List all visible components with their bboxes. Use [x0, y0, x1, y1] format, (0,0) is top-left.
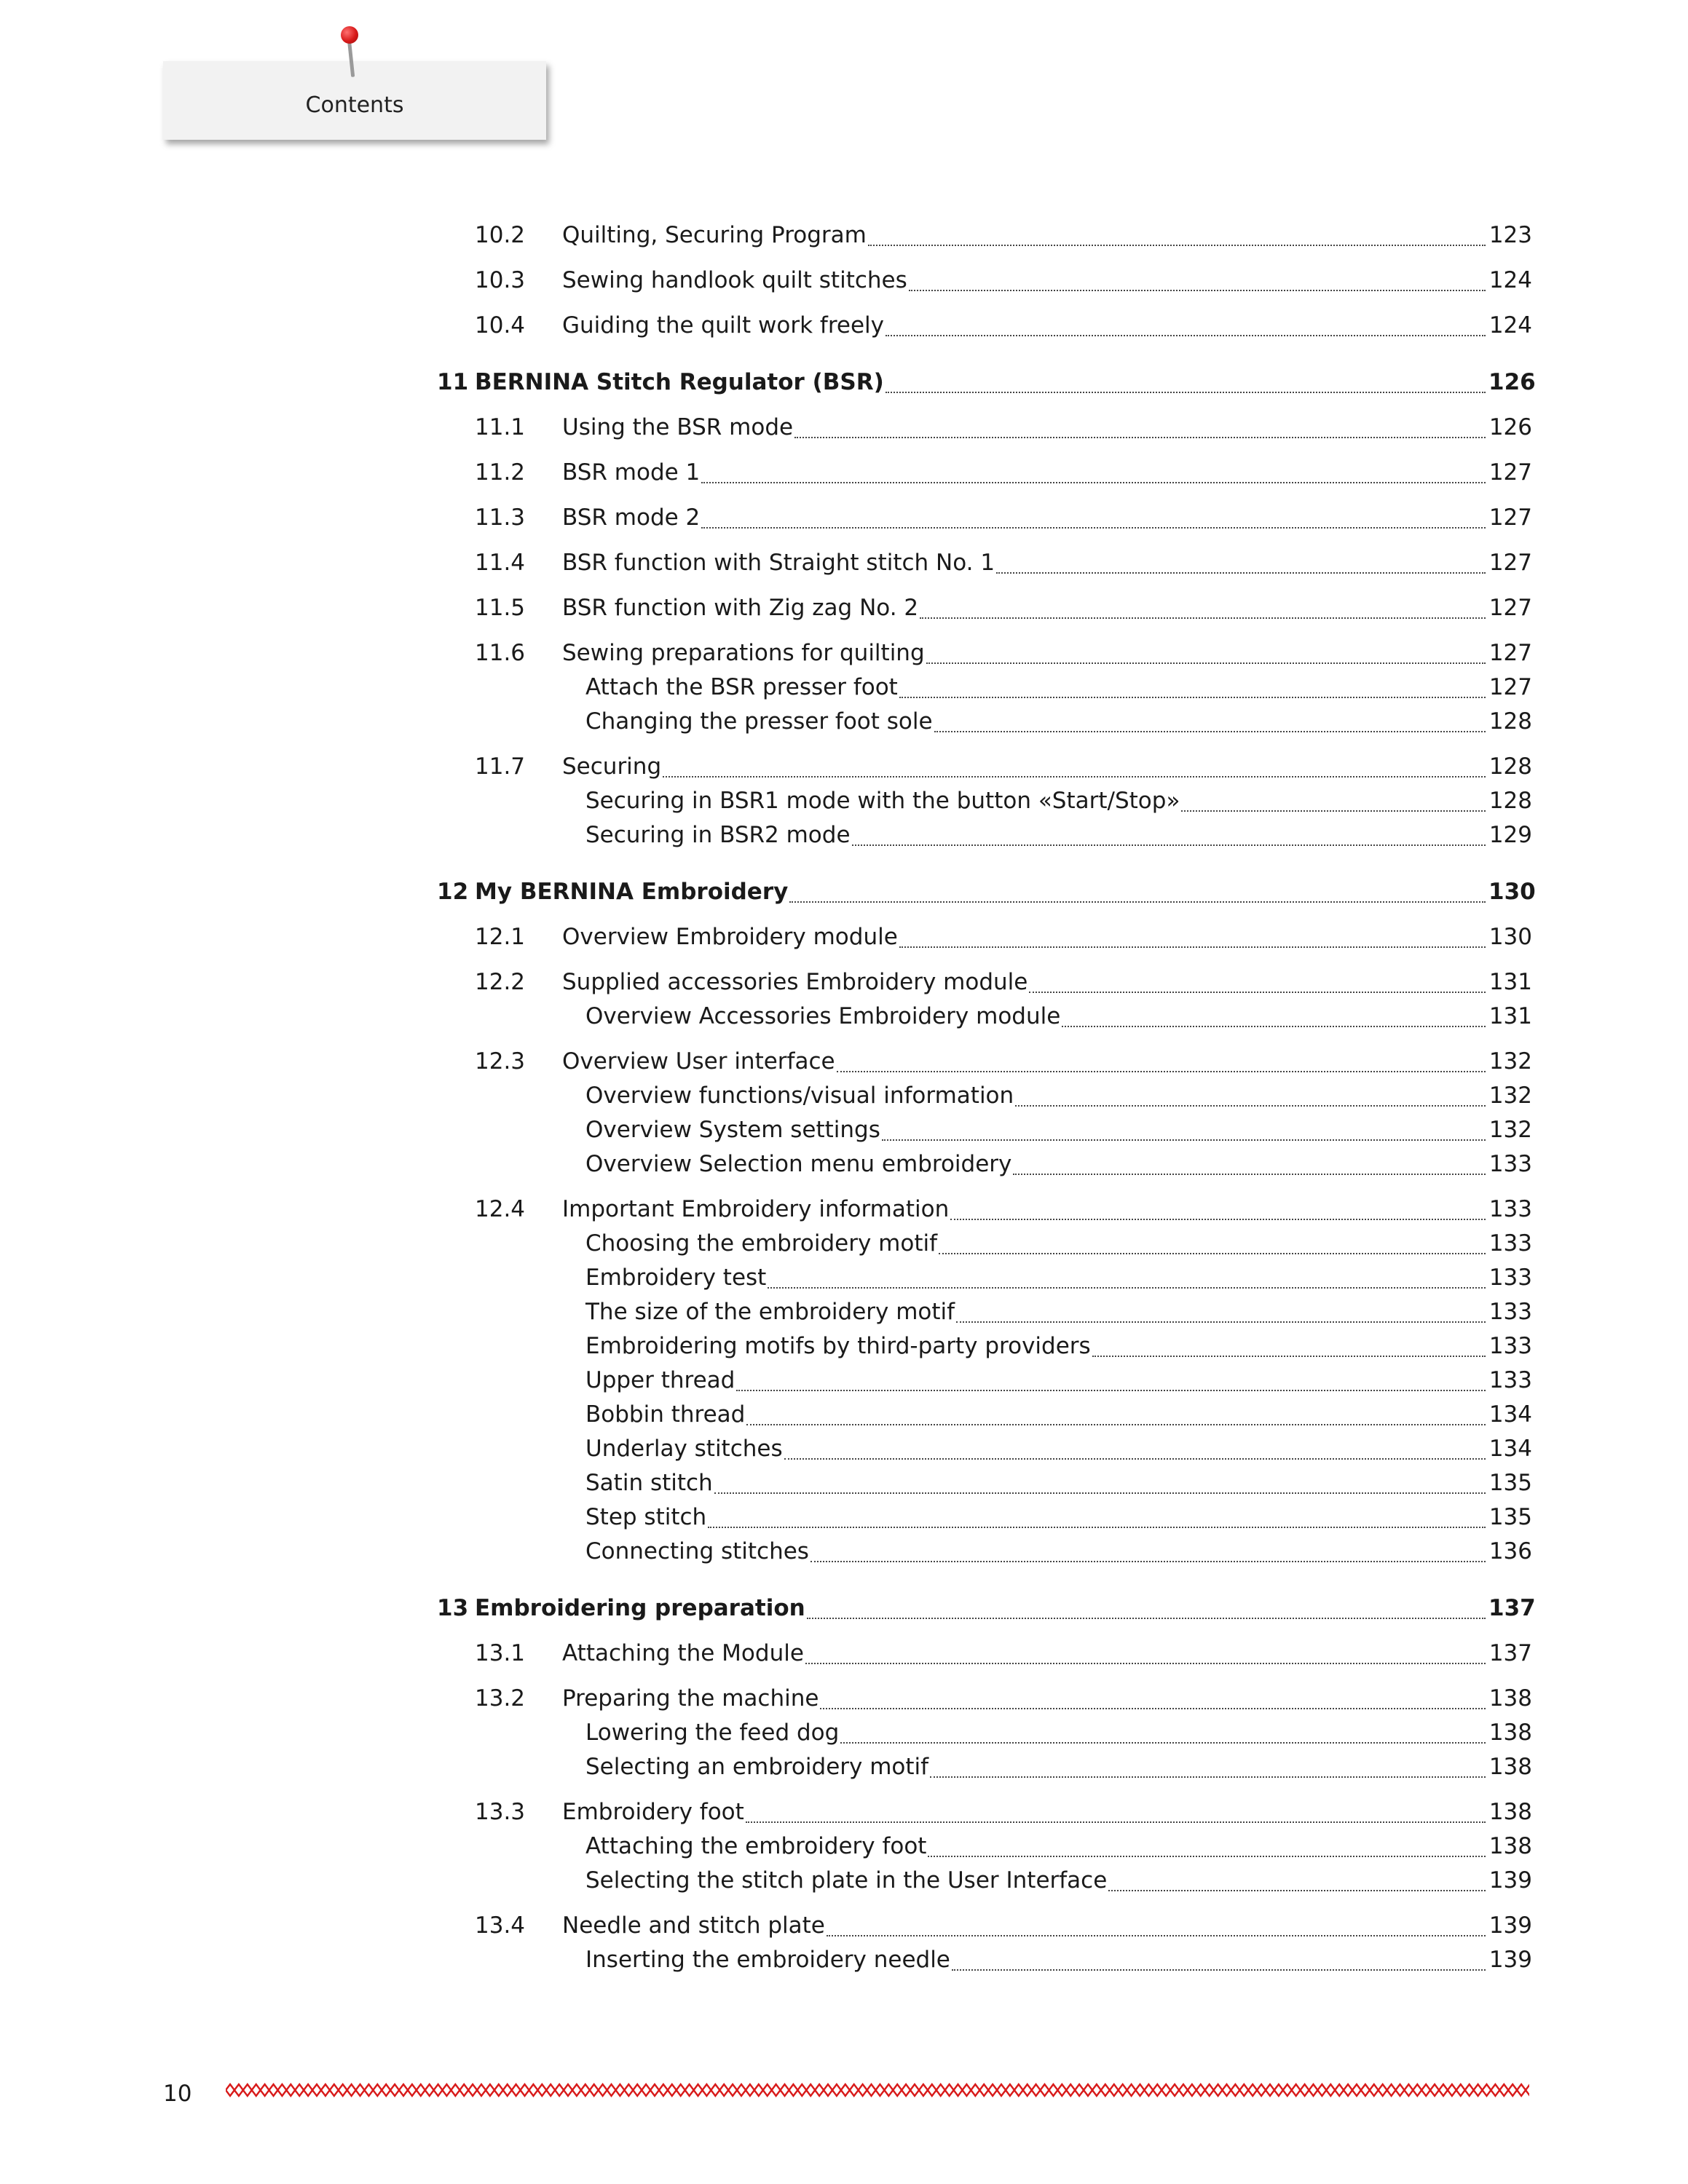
toc-entry-page: 138 — [1488, 1720, 1532, 1746]
toc-entry-number: 13.3 — [475, 1799, 526, 1825]
toc-dot-leader — [1181, 810, 1486, 812]
toc-subsection-row[interactable] — [437, 1364, 1532, 1397]
toc-entry-page: 126 — [1488, 414, 1532, 440]
toc-entry-title: Changing the presser foot sole — [585, 708, 933, 735]
toc-entry-title: Inserting the embroidery needle — [585, 1947, 950, 1973]
toc-dot-leader — [868, 245, 1486, 246]
toc-entry-title: Embroidering motifs by third-party providers — [585, 1333, 1091, 1359]
toc-dot-leader — [1108, 1890, 1486, 1891]
toc-entry-title: Securing — [562, 753, 662, 780]
pin-icon — [341, 26, 358, 79]
toc-dot-leader — [886, 392, 1486, 393]
toc-entry-number: 11.1 — [475, 414, 526, 440]
toc-entry-title: Step stitch — [585, 1504, 707, 1530]
toc-entry-title: Satin stitch — [585, 1470, 713, 1496]
toc-subsection-row[interactable] — [437, 1079, 1532, 1112]
toc-entry-title: Sewing handlook quilt stitches — [562, 267, 907, 293]
toc-entry-number: 11.3 — [475, 505, 526, 531]
toc-entry-title: Choosing the embroidery motif — [585, 1230, 938, 1257]
toc-entry-page: 139 — [1488, 1912, 1532, 1939]
toc-entry-title: Quilting, Securing Program — [562, 222, 867, 248]
toc-section-row[interactable] — [437, 1682, 1532, 1715]
toc-entry-title: BSR mode 2 — [562, 505, 701, 531]
toc-section-row[interactable] — [437, 965, 1532, 999]
toc-entry-page: 133 — [1488, 1230, 1532, 1257]
toc-dot-leader — [701, 482, 1486, 483]
toc-dot-leader — [820, 1708, 1486, 1709]
toc-entry-page: 130 — [1488, 924, 1532, 950]
toc-entry-page: 133 — [1488, 1333, 1532, 1359]
toc-subsection-row[interactable] — [437, 1535, 1532, 1568]
toc-subsection-row[interactable] — [437, 1716, 1532, 1749]
toc-subsection-row[interactable] — [437, 1500, 1532, 1534]
toc-dot-leader — [746, 1424, 1486, 1425]
toc-section-row[interactable] — [437, 1909, 1532, 1942]
toc-entry-number: 12 — [437, 879, 469, 905]
toc-section-row[interactable] — [437, 636, 1532, 670]
toc-entry-number: 11.4 — [475, 550, 526, 576]
toc-entry-page: 138 — [1488, 1685, 1532, 1712]
toc-dot-leader — [701, 527, 1486, 529]
toc-entry-page: 134 — [1488, 1436, 1532, 1462]
toc-dot-leader — [663, 776, 1486, 778]
toc-dot-leader — [837, 1071, 1486, 1072]
toc-dot-leader — [939, 1253, 1486, 1254]
toc-entry-title: Overview System settings — [585, 1117, 880, 1143]
toc-subsection-row[interactable] — [437, 1000, 1532, 1033]
toc-dot-leader — [920, 617, 1486, 619]
toc-chapter-row[interactable] — [437, 365, 1536, 399]
toc-entry-number: 10.4 — [475, 312, 526, 339]
toc-entry-title: Selecting an embroidery motif — [585, 1754, 929, 1780]
toc-subsection-row[interactable] — [437, 1943, 1532, 1977]
toc-subsection-row[interactable] — [437, 1329, 1532, 1363]
toc-section-row[interactable] — [437, 264, 1532, 297]
toc-dot-leader — [950, 1219, 1486, 1220]
toc-entry-title: Underlay stitches — [585, 1436, 783, 1462]
toc-entry-page: 127 — [1488, 674, 1532, 700]
toc-dot-leader — [956, 1321, 1486, 1323]
toc-dot-leader — [928, 1856, 1486, 1857]
toc-entry-number: 11.6 — [475, 640, 526, 666]
toc-section-row[interactable] — [437, 1637, 1532, 1670]
toc-entry-page: 123 — [1488, 222, 1532, 248]
toc-section-row[interactable] — [437, 1192, 1532, 1226]
toc-subsection-row[interactable] — [437, 1750, 1532, 1784]
toc-entry-title: Sewing preparations for quilting — [562, 640, 925, 666]
toc-entry-page: 128 — [1488, 708, 1532, 735]
toc-entry-page: 133 — [1488, 1196, 1532, 1222]
toc-subsection-row[interactable] — [437, 1466, 1532, 1500]
decorative-stitch-border — [226, 2082, 1529, 2098]
toc-entry-number: 12.1 — [475, 924, 526, 950]
toc-entry-page: 139 — [1488, 1867, 1532, 1894]
toc-dot-leader — [886, 335, 1486, 336]
toc-entry-number: 13.2 — [475, 1685, 526, 1712]
toc-entry-title: Supplied accessories Embroidery module — [562, 969, 1028, 995]
toc-section-row[interactable] — [437, 750, 1532, 783]
toc-entry-title: Connecting stitches — [585, 1538, 809, 1564]
toc-entry-page: 124 — [1488, 267, 1532, 293]
toc-section-row[interactable] — [437, 1045, 1532, 1078]
toc-entry-title: Embroidery test — [585, 1265, 767, 1291]
toc-section-row[interactable] — [437, 456, 1532, 489]
toc-dot-leader — [1029, 992, 1486, 993]
toc-entry-page: 132 — [1488, 1117, 1532, 1143]
toc-subsection-row[interactable] — [437, 1261, 1532, 1294]
toc-entry-title: Securing in BSR2 mode — [585, 822, 851, 848]
toc-entry-title: Preparing the machine — [562, 1685, 819, 1712]
toc-dot-leader — [930, 1776, 1486, 1778]
toc-entry-page: 136 — [1488, 1538, 1532, 1564]
toc-entry-page: 127 — [1488, 550, 1532, 576]
toc-entry-page: 131 — [1488, 1003, 1532, 1029]
toc-entry-page: 138 — [1488, 1754, 1532, 1780]
toc-entry-page: 127 — [1488, 505, 1532, 531]
toc-entry-page: 137 — [1488, 1640, 1532, 1666]
toc-entry-number: 13 — [437, 1595, 469, 1621]
toc-dot-leader — [708, 1527, 1486, 1528]
page-number: 10 — [163, 2081, 192, 2107]
toc-dot-leader — [805, 1663, 1486, 1664]
toc-dot-leader — [952, 1969, 1486, 1971]
toc-entry-title: Embroidering preparation — [475, 1595, 805, 1621]
toc-entry-page: 126 — [1488, 369, 1536, 395]
toc-subsection-row[interactable] — [437, 818, 1532, 852]
toc-subsection-row[interactable] — [437, 1295, 1532, 1329]
toc-entry-page: 135 — [1488, 1504, 1532, 1530]
toc-dot-leader — [882, 1139, 1486, 1141]
toc-dot-leader — [1015, 1105, 1486, 1107]
toc-dot-leader — [1062, 1026, 1486, 1027]
toc-section-row[interactable] — [437, 1795, 1532, 1829]
toc-section-row[interactable] — [437, 411, 1532, 444]
toc-entry-title: Overview User interface — [562, 1048, 835, 1075]
toc-entry-number: 11.2 — [475, 459, 526, 486]
toc-entry-title: Attaching the embroidery foot — [585, 1833, 927, 1859]
toc-subsection-row[interactable] — [437, 1113, 1532, 1147]
toc-entry-page: 132 — [1488, 1048, 1532, 1075]
toc-entry-title: Lowering the feed dog — [585, 1720, 840, 1746]
toc-entry-page: 129 — [1488, 822, 1532, 848]
toc-dot-leader — [899, 697, 1486, 698]
toc-section-row[interactable] — [437, 591, 1532, 625]
toc-section-row[interactable] — [437, 546, 1532, 579]
toc-entry-number: 10.2 — [475, 222, 526, 248]
toc-subsection-row[interactable] — [437, 1147, 1532, 1181]
toc-entry-page: 138 — [1488, 1833, 1532, 1859]
toc-entry-title: Overview functions/visual information — [585, 1083, 1014, 1109]
toc-entry-title: Overview Embroidery module — [562, 924, 898, 950]
toc-entry-title: BSR mode 1 — [562, 459, 701, 486]
toc-entry-title: BERNINA Stitch Regulator (BSR) — [475, 369, 884, 395]
toc-dot-leader — [794, 437, 1486, 438]
toc-entry-title: Selecting the stitch plate in the User Interface — [585, 1867, 1108, 1894]
toc-dot-leader — [827, 1935, 1486, 1936]
toc-entry-title: Securing in BSR1 mode with the button «Start/Stop» — [585, 788, 1180, 814]
toc-entry-number: 12.2 — [475, 969, 526, 995]
toc-subsection-row[interactable] — [437, 1398, 1532, 1431]
toc-entry-page: 124 — [1488, 312, 1532, 339]
toc-dot-leader — [1092, 1356, 1486, 1357]
toc-entry-title: Important Embroidery information — [562, 1196, 950, 1222]
toc-dot-leader — [852, 844, 1486, 846]
toc-dot-leader — [811, 1561, 1486, 1562]
toc-section-row[interactable] — [437, 920, 1532, 954]
toc-entry-title: Attaching the Module — [562, 1640, 804, 1666]
toc-dot-leader — [768, 1287, 1486, 1289]
toc-entry-number: 11 — [437, 369, 469, 395]
toc-dot-leader — [909, 290, 1486, 291]
toc-subsection-row[interactable] — [437, 1864, 1532, 1897]
toc-chapter-row[interactable] — [437, 1591, 1536, 1625]
toc-dot-leader — [840, 1742, 1486, 1744]
toc-dot-leader — [784, 1458, 1486, 1460]
toc-entry-page: 133 — [1488, 1367, 1532, 1393]
toc-entry-title: Using the BSR mode — [562, 414, 794, 440]
toc-entry-number: 13.1 — [475, 1640, 526, 1666]
toc-chapter-row[interactable] — [437, 875, 1536, 909]
toc-section-row[interactable] — [437, 309, 1532, 342]
toc-entry-title: Upper thread — [585, 1367, 735, 1393]
toc-entry-number: 12.3 — [475, 1048, 526, 1075]
toc-entry-number: 11.5 — [475, 595, 526, 621]
toc-entry-page: 133 — [1488, 1151, 1532, 1177]
toc-dot-leader — [736, 1390, 1486, 1391]
toc-entry-page: 130 — [1488, 879, 1536, 905]
toc-dot-leader — [996, 572, 1486, 574]
toc-subsection-row[interactable] — [437, 705, 1532, 738]
toc-entry-page: 137 — [1488, 1595, 1536, 1621]
toc-entry-page: 134 — [1488, 1401, 1532, 1428]
toc-dot-leader — [934, 731, 1486, 732]
contents-tab-label: Contents — [305, 92, 404, 118]
toc-entry-page: 131 — [1488, 969, 1532, 995]
toc-dot-leader — [926, 662, 1486, 664]
toc-subsection-row[interactable] — [437, 1432, 1532, 1465]
toc-entry-page: 127 — [1488, 459, 1532, 486]
toc-entry-title: Bobbin thread — [585, 1401, 746, 1428]
toc-entry-page: 133 — [1488, 1299, 1532, 1325]
toc-subsection-row[interactable] — [437, 1829, 1532, 1863]
toc-subsection-row[interactable] — [437, 1227, 1532, 1260]
toc-entry-page: 135 — [1488, 1470, 1532, 1496]
toc-subsection-row[interactable] — [437, 784, 1532, 818]
toc-dot-leader — [1013, 1174, 1486, 1175]
toc-dot-leader — [899, 946, 1486, 948]
toc-entry-title: Needle and stitch plate — [562, 1912, 825, 1939]
toc-dot-leader — [807, 1618, 1486, 1619]
toc-entry-number: 10.3 — [475, 267, 526, 293]
toc-subsection-row[interactable] — [437, 670, 1532, 704]
toc-entry-title: BSR function with Zig zag No. 2 — [562, 595, 919, 621]
toc-section-row[interactable] — [437, 501, 1532, 534]
toc-entry-title: My BERNINA Embroidery — [475, 879, 789, 905]
toc-entry-page: 127 — [1488, 595, 1532, 621]
toc-entry-page: 138 — [1488, 1799, 1532, 1825]
toc-section-row[interactable] — [437, 218, 1532, 252]
toc-entry-page: 127 — [1488, 640, 1532, 666]
toc-entry-title: Overview Selection menu embroidery — [585, 1151, 1012, 1177]
toc-entry-number: 12.4 — [475, 1196, 526, 1222]
toc-entry-page: 128 — [1488, 788, 1532, 814]
toc-entry-number: 13.4 — [475, 1912, 526, 1939]
toc-entry-number: 11.7 — [475, 753, 526, 780]
toc-entry-title: Attach the BSR presser foot — [585, 674, 898, 700]
toc-dot-leader — [789, 901, 1486, 903]
toc-entry-title: Overview Accessories Embroidery module — [585, 1003, 1061, 1029]
toc-entry-page: 133 — [1488, 1265, 1532, 1291]
toc-entry-title: Embroidery foot — [562, 1799, 744, 1825]
toc-entry-page: 132 — [1488, 1083, 1532, 1109]
toc-dot-leader — [714, 1492, 1486, 1494]
toc-entry-title: Guiding the quilt work freely — [562, 312, 884, 339]
toc-entry-title: BSR function with Straight stitch No. 1 — [562, 550, 995, 576]
toc-dot-leader — [746, 1821, 1486, 1823]
toc-entry-page: 139 — [1488, 1947, 1532, 1973]
toc-entry-title: The size of the embroidery motif — [585, 1299, 955, 1325]
toc-entry-page: 128 — [1488, 753, 1532, 780]
